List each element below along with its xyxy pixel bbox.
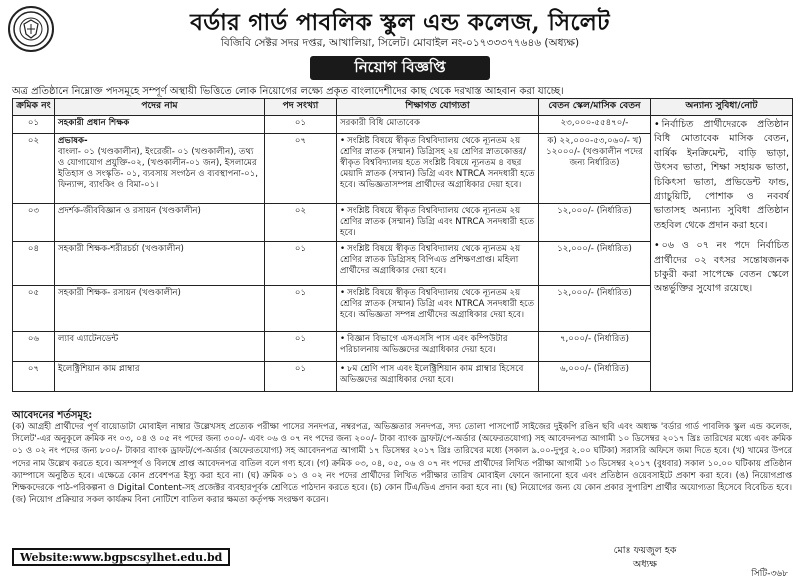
qualification-cell: [337, 242, 539, 286]
post-name: সহকারী প্রধান শিক্ষক: [58, 118, 130, 128]
bullet-icon: •: [340, 244, 346, 254]
scale-note-text: ০৬ ও ০৭ নং পদে নির্বাচিত প্রার্থীদের ০২ বৎসর সন্তোষজনক চাকুরী করা সাপেক্ষে বেতন স্কেলে অন্তর্ভুক্তির সুযোগ রয়েছে।: [654, 240, 789, 295]
pay-cell: ক) ২২,০০০-৫৩,০৬০/- খ) ১২০০০/- (খণ্ডকালীন পদের জন্য নির্ধারিত): [539, 134, 651, 204]
bullet-icon: •: [340, 364, 346, 374]
qualification-cell: সরকারী বিধি মোতাবেক: [337, 116, 539, 134]
notice-banner: নিয়োগ বিজ্ঞপ্তি: [310, 56, 490, 80]
pay-cell: ১২,০০০/- (নির্ধারিত): [539, 204, 651, 242]
count-cell: ০৭: [265, 134, 337, 204]
header-serial: ক্রমিক নং: [13, 99, 55, 116]
reference-code: সিটি-৩৬৮: [751, 569, 788, 579]
header-qualification: শিক্ষাগত যোগ্যতা: [337, 99, 539, 116]
qualification-cell: [337, 204, 539, 242]
school-name: বর্ডার গার্ড পাবলিক স্কুল এন্ড কলেজ, সিলেট: [190, 9, 610, 36]
post-cell: প্রদর্শক-জীববিজ্ঞান ও রসায়ন (খণ্ডকালীন): [55, 204, 265, 242]
count-cell: ০১: [265, 286, 337, 332]
signatory-title: অধ্যক্ষ: [632, 558, 657, 570]
count-cell: ০১: [265, 362, 337, 392]
benefits-note: [654, 118, 789, 233]
qualification-text: সংশ্লিষ্ট বিষয়ে স্বীকৃত বিশ্ববিদ্যালয় থেকে ন্যূনতম ২য় শ্রেণির স্নাতক ডিগ্রিসহ বিপিএড প্রশিক্ষণপ্রাপ্ত। মহিলা প্রার্থীদের অগ্রাধিকার দেয়া হবে।: [340, 244, 521, 276]
benefits-note-text: নির্বাচিত প্রার্থীদেরকে প্রতিষ্ঠান বিধি মোতাবেক মাসিক বেতন, বার্ষিক ইনক্রিমেন্ট, বাড়ি ভাড়া, উৎসব ভাতা, শিক্ষা সহায়ক ভাতা, চিকিৎসা ভাতা, প্রভিডেন্ট ফান্ড, গ্র্যাচুয়িটি, পোশাক ও নববর্ষ ভাতাসহ অন্যান্য সুবিধা প্রতিষ্ঠান তহবিল থেকে প্রদান করা হবে।: [654, 119, 789, 231]
qualification-text: বিজ্ঞান বিভাগে এসএসসি পাস এবং কম্পিউটার পরিচালনায় অভিজ্ঞদের অগ্রাধিকার দেয়া হবে।: [340, 334, 508, 355]
serial-cell: ০৩: [13, 204, 55, 242]
bullet-icon: •: [340, 206, 346, 216]
qualification-text: সংশ্লিষ্ট বিষয়ে স্বীকৃত বিশ্ববিদ্যালয় থেকে ন্যূনতম ২য় শ্রেণির স্নাতক (সম্মান) ডিগ্রি এবং NTRCA সনদধারী হতে হবে। অভিজ্ঞতা সম্পন্ন প্রার্থীদের অগ্রাধিকার দেয়া হবে।: [340, 288, 535, 320]
bullet-icon: •: [340, 334, 346, 344]
header-pay: বেতন স্কেল/মাসিক বেতন: [539, 99, 651, 116]
post-cell: [55, 134, 265, 204]
school-address: বিজিবি সেক্টর সদর দপ্তর, আখালিয়া, সিলেট। মোবাইল নং-০১৭৩৩৩৭৭৬৪৬ (অধ্যক্ষ): [220, 37, 580, 49]
pay-cell: ২৩,০০০-৫৫৪৭০/-: [539, 116, 651, 134]
post-cell: ল্যাব এ্যাটেনডেন্ট: [55, 332, 265, 362]
posts-table: [12, 98, 793, 392]
serial-cell: ০৬: [13, 332, 55, 362]
post-cell: [55, 116, 265, 134]
count-cell: ০১: [265, 242, 337, 286]
qualification-cell: [337, 286, 539, 332]
qualification-cell: [337, 134, 539, 204]
post-cell: ইলেক্ট্রিশিয়ান কাম প্লাম্বার: [55, 362, 265, 392]
post-cell: সহকারী শিক্ষক- রসায়ন (খণ্ডকালীন): [55, 286, 265, 332]
qualification-text: সংশ্লিষ্ট বিষয়ে স্বীকৃত বিশ্ববিদ্যালয় থেকে ন্যূনতম ২য় শ্রেণির স্নাতক (সম্মান) ডিগ্রিসহ ২য় শ্রেণির স্নাতকোত্তর/স্বীকৃত বিশ্ববিদ্যালয় হতে সংশ্লিষ্ট বিষয়ে ন্যূনতম ৪ বছর মেয়াদি স্নাতক (সম্মান) ডিগ্রি এবং NTRCA সনদধারী হতে হবে। অভিজ্ঞতাসম্পন্ন প্রার্থীদের অগ্রাধিকার দেয়া হবে।: [340, 136, 535, 190]
pay-cell: ৭,০০০/- (নির্ধারিত): [539, 332, 651, 362]
serial-cell: ০৫: [13, 286, 55, 332]
qualification-cell: [337, 332, 539, 362]
header-count: পদ সংখ্যা: [265, 99, 337, 116]
other-benefits-cell: [651, 116, 793, 392]
conditions-text: (ক) আগ্রহী প্রার্থীদের পূর্ণ বায়োডাটা মোবাইল নাম্বার উল্লেখসহ প্রত্যেক পরীক্ষা পাসের সনদপত্র, নম্বরপত্র, অভিজ্ঞতার সনদপত্র, সদ্য তোলা পাসপোর্ট সাইজের দুইকপি রঙিন ছবি এবং অধ্যক্ষ 'বর্ডার গার্ড পাবলিক স্কুল এন্ড কলেজ, সিলেট'-এর অনুকূলে ক্রমিক নং ০৩, ০৪ ও ০৫ নং পদের জন্য ৩০০/- এবং ০৬ ও ০৭ নং পদের জন্য ২০০/- টাকা ব্যাংক ড্রাফট/পে-অর্ডার (অফেরতযোগ্য) সহ আবেদনপত্র আগামী ১০ ডিসেম্বর ২০১৭ খ্রিঃ তারিখের মধ্যে এবং ক্রমিক ০১ ও ০২ নং পদের জন্য ৮০০/- টাকার ব্যাংক ড্রাফট/পে-অর্ডার (অফেরতযোগ্য) সহ আবেদনপত্র আগামী ১৭ ডিসেম্বর ২০১৭ খ্রিঃ তারিখের মধ্যে (সকাল ৯.০০-দুপুর ২.০০ ঘটিকা) সরাসরি অফিসে জমা দিতে হবে। (খ) খামের উপরে পদের নাম উল্লেখ করতে হবে। অসম্পূর্ণ ও বিলম্বে প্রাপ্ত আবেদনপত্র বাতিল বলে গণ্য হবে। (গ) ক্রমিক ০৩, ০৪, ০৫, ০৬ ও ০৭ নং পদের প্রার্থীদের লিখিত পরীক্ষা আগামী ১৩ ডিসেম্বর ২০১৭ (বুধবার) সকাল ১০.০০ ঘটিকায় প্রতিষ্ঠান ক্যাম্পাসে অনুষ্ঠিত হবে। এক্ষেত্রে কোন প্রবেশপত্র ইস্যু করা হবে না। (ঘ) ক্রমিক ০১ ও ০২ নং পদের প্রার্থীদের লিখিত পরীক্ষার তারিখ মোবাইল ফোনে জানানো হবে এবং প্রতিষ্ঠান ওয়েবসাইটে প্রকাশ করা হবে। (ঙ) নিয়োগপ্রাপ্ত শিক্ষকদেরকে পাঠ-পরিকল্পনা ও Digital Content-সহ প্রজেক্টর ব্যবহারপূর্বক শ্রেণিতে পাঠদান করতে হবে। (চ) কোন টিএ/ডিএ প্রদান করা হবে না। (ছ) নিয়োগের জন্য যে কোন প্রকার সুপারিশ প্রার্থীর অযোগ্যতা হিসেবে বিবেচিত হবে। (জ) নিয়োগ প্রক্রিয়ার সকল কার্যক্রম বিনা নোটিশে বাতিল করার ক্ষমতা কর্তৃপক্ষ সংরক্ষণ করেন।: [12, 422, 792, 506]
post-cell: সহকারী শিক্ষক-শরীরচর্চা (খণ্ডকালীন): [55, 242, 265, 286]
bullet-icon: •: [340, 288, 346, 298]
serial-cell: ০২: [13, 134, 55, 204]
table-header-row: [13, 99, 793, 116]
count-cell: ০১: [265, 332, 337, 362]
pay-cell: ৬,০০০/- (নির্ধারিত): [539, 362, 651, 392]
serial-cell: ০৭: [13, 362, 55, 392]
header-other: অন্যান্য সুবিধা/নোট: [651, 99, 793, 116]
conditions-title: আবেদনের শর্তসমূহ:: [12, 410, 93, 421]
qualification-text: সংশ্লিষ্ট বিষয়ে স্বীকৃত বিশ্ববিদ্যালয় থেকে ন্যূনতম ২য় শ্রেণির স্নাতক (সম্মান) ডিগ্রি এবং NTRCA সনদধারী হতে হবে।: [340, 206, 535, 238]
bullet-icon: •: [340, 136, 346, 146]
website-box: Website:www.bgpscsylhet.edu.bd: [12, 548, 230, 566]
bullet-icon: •: [654, 119, 660, 130]
bullet-icon: •: [654, 240, 660, 252]
serial-cell: ০৪: [13, 242, 55, 286]
signature-block: [590, 544, 700, 572]
table-row: [13, 116, 793, 134]
count-cell: ০১: [265, 116, 337, 134]
scale-note: [654, 239, 789, 297]
qualification-text: ৮ম শ্রেণি পাস এবং ইলেক্ট্রিশিয়ান কাম প্লাম্বার হিসেবে অভিজ্ঞদের অগ্রাধিকার দেয়া হবে।: [340, 364, 524, 385]
pay-cell: ১২,০০০/- (নির্ধারিত): [539, 286, 651, 332]
qualification-cell: [337, 362, 539, 392]
signatory-name: মোঃ ফয়জুল হক: [613, 545, 677, 556]
intro-text: অত্র প্রতিষ্ঠানে নিম্নোক্ত পদসমূহে সম্পূর্ণ অস্থায়ী ভিত্তিতে লোক নিয়োগের লক্ষ্যে প্রকৃত বাংলাদেশীদের কাছ থেকে দরখাস্ত আহবান করা যাচ্ছে।: [12, 86, 564, 97]
header-post: পদের নাম: [55, 99, 265, 116]
post-name: বাংলা- ০১ (খণ্ডকালীন), ইংরেজী- ০১ (খণ্ডকালীন), তথ্য ও যোগাযোগ প্রযুক্তি-০২, (খণ্ডকালীন-০১ জন), ইসলামের ইতিহাস ও সংস্কৃতি- ০১, ব্যবসায় সংগঠন ও ব্যবস্থাপনা-০১, ফিন্যান্স, ব্যাংকিং ও বিমা-০১।: [58, 147, 259, 190]
post-heading: প্রভাষক-: [58, 136, 88, 146]
count-cell: ০২: [265, 204, 337, 242]
serial-cell: ০১: [13, 116, 55, 134]
pay-cell: ১২,০০০/- (নির্ধারিত): [539, 242, 651, 286]
